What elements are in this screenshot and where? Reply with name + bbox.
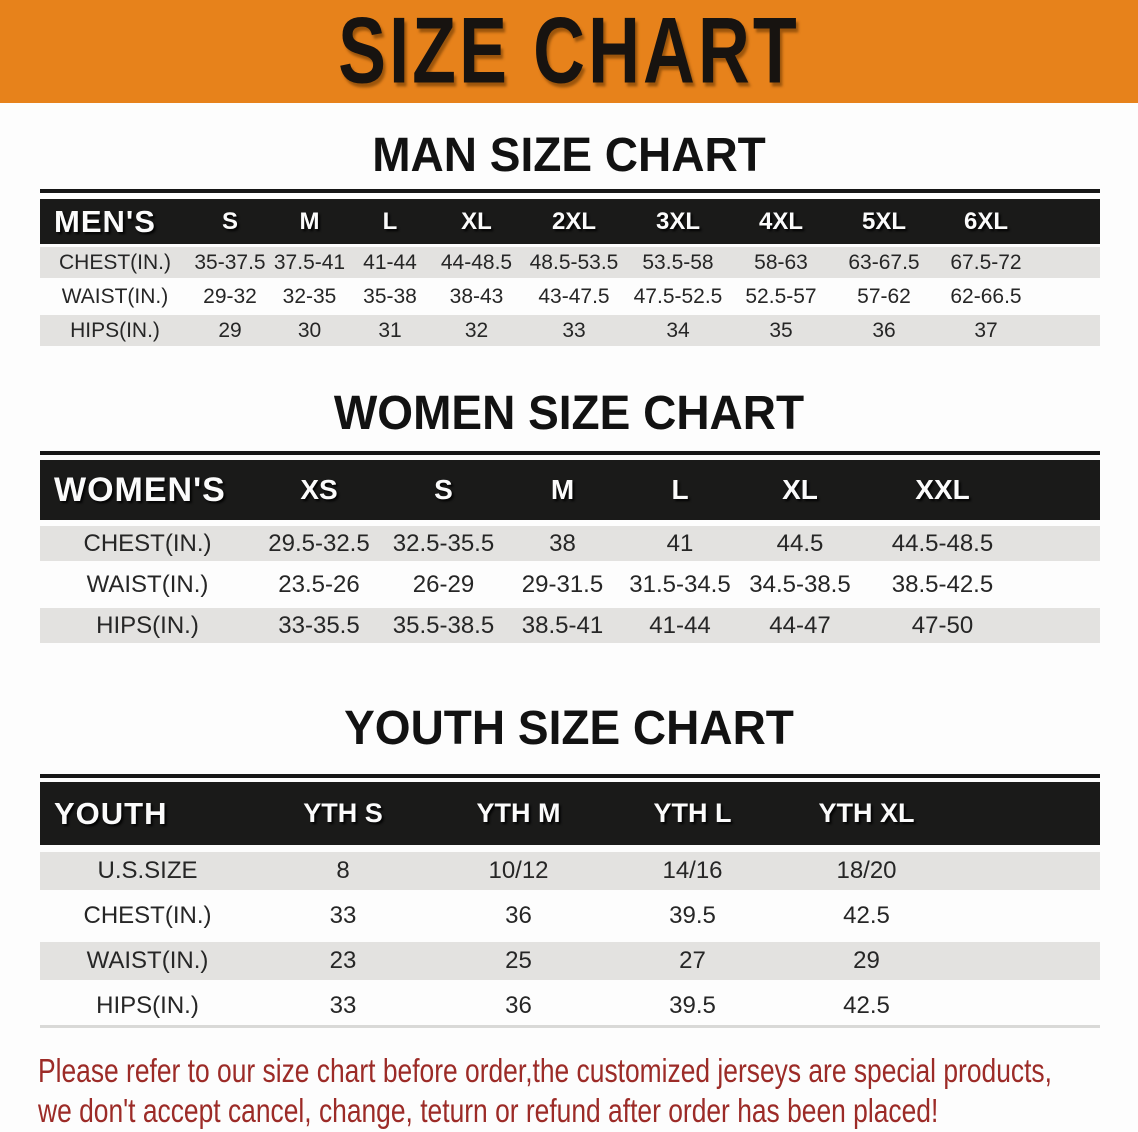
women-section-title: WOMEN SIZE CHART xyxy=(333,384,805,440)
column-header: M xyxy=(299,207,320,235)
table-cell: 57-62 xyxy=(857,284,911,308)
table-cell: 44-47 xyxy=(769,611,831,639)
table-cell: 41-44 xyxy=(649,611,711,639)
column-header: XL xyxy=(782,474,818,505)
column-header: YTH S xyxy=(303,798,383,828)
table-cell: 26-29 xyxy=(412,570,475,598)
table-cell: 44.5-48.5 xyxy=(891,529,994,557)
table-cell: 29-32 xyxy=(203,284,257,308)
table-cell: 39.5 xyxy=(669,902,716,929)
column-header: XS xyxy=(300,474,338,505)
table-cell: 27 xyxy=(679,947,706,974)
banner-title: SIZE CHART xyxy=(338,0,800,103)
table-cell: 41 xyxy=(666,529,694,557)
table-cell: 62-66.5 xyxy=(950,284,1022,308)
table-cell: 10/12 xyxy=(488,857,549,884)
table-row xyxy=(40,608,1100,643)
table-cell: 34.5-38.5 xyxy=(749,570,851,598)
table-cell: 47-50 xyxy=(911,611,974,639)
column-header: S xyxy=(221,207,238,235)
table-header-row xyxy=(40,782,1100,845)
table-cell: 36 xyxy=(505,992,532,1019)
row-label: WAIST(IN.) xyxy=(61,284,169,308)
table-cell: 29 xyxy=(853,947,880,974)
table-cell: 42.5 xyxy=(843,992,890,1019)
column-header: L xyxy=(671,474,689,505)
column-header: XL xyxy=(461,207,492,235)
table-cell: 33-35.5 xyxy=(278,611,360,639)
table-row xyxy=(40,897,1100,935)
table-header-label: WOMEN'S xyxy=(54,470,226,509)
table-cell: 33 xyxy=(329,992,357,1019)
table-cell: 34 xyxy=(666,318,690,342)
row-label: HIPS(IN.) xyxy=(96,992,199,1019)
table-cell: 23 xyxy=(329,947,357,974)
table-row xyxy=(40,942,1100,980)
table-cell: 38.5-42.5 xyxy=(891,570,994,598)
table-row xyxy=(40,852,1100,890)
row-label: CHEST(IN.) xyxy=(83,902,212,929)
table-cell: 39.5 xyxy=(669,992,716,1019)
table-top-rule xyxy=(40,774,1100,778)
table-header-label: YOUTH xyxy=(54,795,168,831)
column-header: L xyxy=(382,207,398,235)
row-label: CHEST(IN.) xyxy=(83,529,212,557)
table-top-rule xyxy=(40,189,1100,193)
table-cell: 33 xyxy=(562,318,586,342)
table-cell: 63-67.5 xyxy=(848,250,920,274)
table-cell: 30 xyxy=(297,318,322,342)
table-row xyxy=(40,247,1100,278)
table-cell: 52.5-57 xyxy=(745,284,817,308)
column-header: YTH L xyxy=(653,798,732,828)
table-cell: 67.5-72 xyxy=(950,250,1022,274)
table-top-rule xyxy=(40,451,1100,455)
table-cell: 38 xyxy=(549,529,576,557)
table-cell: 33 xyxy=(329,902,357,929)
banner xyxy=(0,0,1138,103)
table-cell: 43-47.5 xyxy=(538,284,610,308)
table-cell: 31 xyxy=(378,318,402,342)
table-cell: 36 xyxy=(872,318,896,342)
women-size-table xyxy=(40,451,1100,643)
table-cell: 29-31.5 xyxy=(521,570,604,598)
column-header: 3XL xyxy=(655,207,700,235)
table-cell: 32.5-35.5 xyxy=(392,529,495,557)
table-cell: 29 xyxy=(218,318,242,342)
row-label: WAIST(IN.) xyxy=(86,570,209,598)
disclaimer-line-2: we don't accept cancel, change, teturn or refund after order has been placed! xyxy=(38,1092,939,1129)
table-cell: 38.5-41 xyxy=(521,611,604,639)
column-header: 5XL xyxy=(861,207,906,235)
column-header: YTH XL xyxy=(818,798,915,828)
table-row xyxy=(40,315,1100,346)
column-header: 6XL xyxy=(963,207,1008,235)
disclaimer-line-1: Please refer to our size chart before order,the customized jerseys are special products, xyxy=(38,1052,1052,1089)
table-cell: 41-44 xyxy=(363,250,417,274)
table-cell: 35-38 xyxy=(363,284,417,308)
table-cell: 32-35 xyxy=(282,284,337,308)
table-cell: 37.5-41 xyxy=(273,250,346,274)
youth-size-table xyxy=(40,774,1100,1025)
table-cell: 35-37.5 xyxy=(194,250,266,274)
table-cell: 36 xyxy=(505,902,532,929)
table-header-row xyxy=(40,460,1100,520)
table-cell: 47.5-52.5 xyxy=(633,284,723,308)
table-cell: 42.5 xyxy=(843,902,890,929)
table-cell: 25 xyxy=(505,947,532,974)
row-label: CHEST(IN.) xyxy=(59,250,171,274)
table-cell: 37 xyxy=(974,318,998,342)
table-cell: 29.5-32.5 xyxy=(268,529,370,557)
table-cell: 35.5-38.5 xyxy=(392,611,495,639)
row-label: HIPS(IN.) xyxy=(70,318,160,342)
table-cell: 32 xyxy=(464,318,489,342)
table-cell: 44-48.5 xyxy=(440,250,513,274)
table-cell: 31.5-34.5 xyxy=(629,570,731,598)
table-header-row xyxy=(40,199,1100,244)
table-cell: 35 xyxy=(769,318,793,342)
column-header: 4XL xyxy=(758,207,803,235)
column-header: M xyxy=(550,474,575,505)
table-row xyxy=(40,281,1100,312)
disclaimer-text xyxy=(38,1051,1110,1131)
table-cell: 58-63 xyxy=(754,250,808,274)
column-header: S xyxy=(434,474,453,505)
men-size-table xyxy=(40,189,1100,346)
row-label: WAIST(IN.) xyxy=(86,947,209,974)
row-label: U.S.SIZE xyxy=(97,857,198,884)
table-cell: 18/20 xyxy=(836,857,897,884)
column-header: 2XL xyxy=(551,207,596,235)
table-row xyxy=(40,567,1100,602)
men-section-title: MAN SIZE CHART xyxy=(372,126,766,182)
table-cell: 23.5-26 xyxy=(278,570,360,598)
table-cell: 44.5 xyxy=(776,529,824,557)
youth-section-title: YOUTH SIZE CHART xyxy=(344,699,794,755)
column-header: YTH M xyxy=(476,798,561,828)
table-header-label: MEN'S xyxy=(54,203,156,239)
table-cell: 48.5-53.5 xyxy=(529,250,619,274)
table-row xyxy=(40,526,1100,561)
column-header: XXL xyxy=(915,474,970,505)
table-cell: 8 xyxy=(336,857,350,884)
table-cell: 53.5-58 xyxy=(642,250,714,274)
table-cell: 14/16 xyxy=(662,857,723,884)
table-cell: 38-43 xyxy=(449,284,504,308)
table-row xyxy=(40,987,1100,1025)
row-label: HIPS(IN.) xyxy=(96,611,199,639)
